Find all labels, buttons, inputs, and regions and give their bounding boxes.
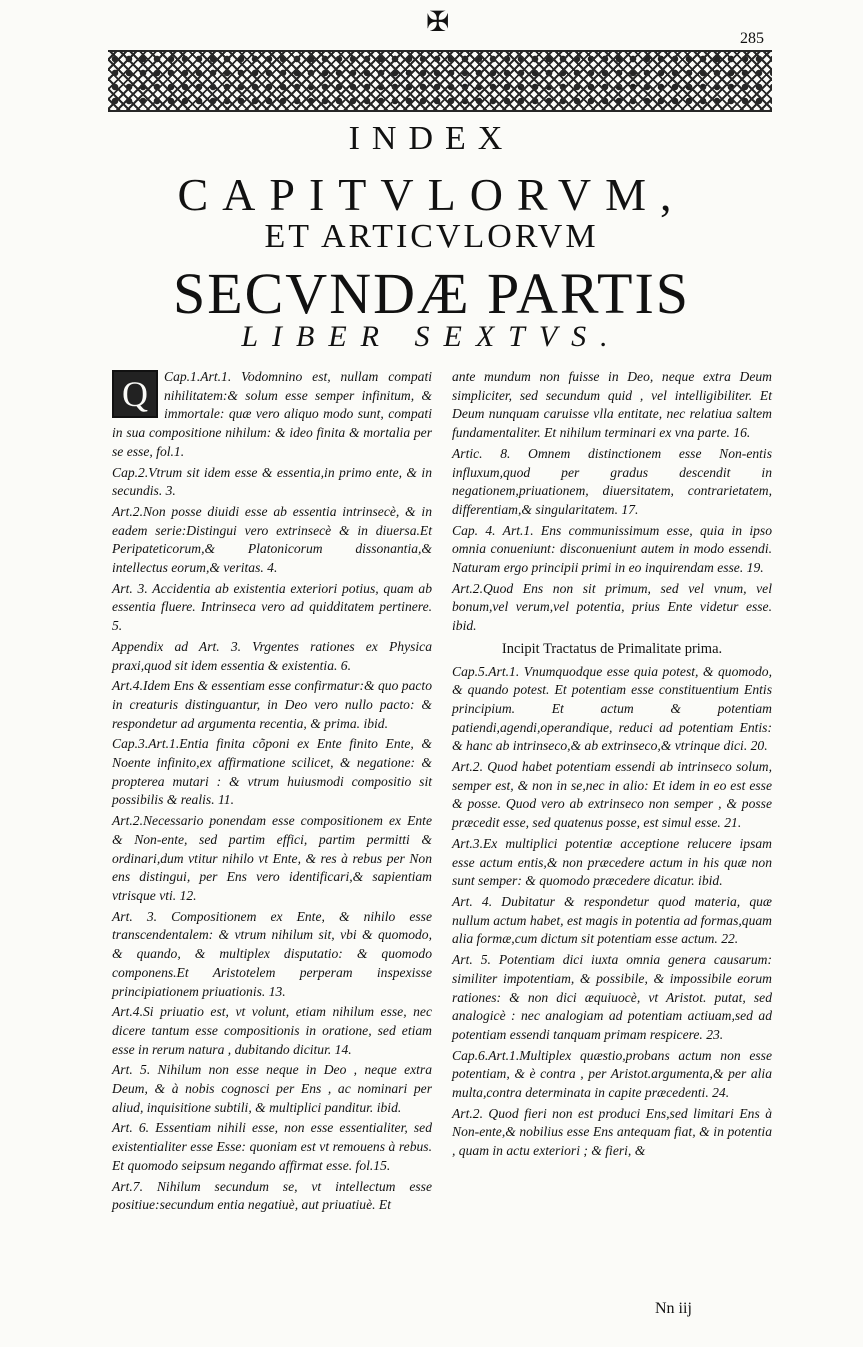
title-liber-sextus: LIBER SEXTVS. [241,320,622,353]
signature-mark: Nn iij [655,1300,692,1317]
title-secundae-partis: SECVNDÆ PARTIS [172,261,691,326]
index-entry: Cap. 4. Art.1. Ens communissimum esse, quia in ipso omnia conueniunt: disconueniunt autem in modo essendi. Naturam ergo principii primi in eo inquirendam esse. 19. [452,522,772,576]
index-entry: Art. 5. Nihilum non esse neque in Deo , neque extra Deum, & à nobis cognosci per Ens , ac nominari per aliud, inquisitione subtili, & multiplici panditur. ibid. [112,1062,432,1115]
index-entry: Art. 6. Essentiam nihili esse, non esse essentialiter, sed existentialiter esse Esse: quoniam est vt remouens à rebus. Et quomodo seipsum negando affirmat esse. fol.15. [112,1120,432,1173]
index-entry: Art.2. Quod habet potentiam essendi ab intrinseco solum, semper est, & non in se,nec in alio: Et idem in eo est esse & posse. Quod vero ab extrinseco non semper , & posse præcedit esse, sed quatenus posse, est simul esse. 21. [452,759,772,831]
index-entry: Cap.3.Art.1.Entia finita cõponi ex Ente finito Ente, & Noente infinito,ex affirmatione scilicet, & negatione: & propterea mutari : & vtrum huiusmodi compositio sit possibilis & realis. 11. [112,736,432,808]
title-capitulorum: CAPITVLORVM, [177,169,686,220]
title-index: INDEX [348,120,515,157]
section-heading: Incipit Tractatus de Primalitate prima. [501,640,723,657]
index-entry: Art.2.Quod Ens non sit primum, sed vel vnum, vel bonum,vel verum,vel potentia, prius Ente videtur esse. ibid. [452,580,772,634]
index-entry: Cap.6.Art.1.Multiplex quæstio,probans actum non esse potentiam, & è contra , per Aristot.argumenta,& per alia multa,contra determinata in capite præcedenti. 24. [452,1047,772,1101]
index-entry: Art.2. Quod fieri non est produci Ens,sed limitari Ens à Non-ente,& nobilius esse Ens antequam fiat, & in potentia , quam in actu exteriori ; & fieri, & [452,1105,772,1159]
index-entry: Cap.5.Art.1. Vnumquodque esse quia potest, & quomodo, & quando potest. Et potentiam esse constituentium Entis principium. Et actum & potentiam patiendi,agendi,operandique, reduci ad potentiam Entis: & hanc ab intrinseco,& ab extrinseco,& vtrinque dici. 20. [452,663,772,754]
cross-ornament: ✠ [426,7,450,38]
decorative-headpiece-band [108,50,772,112]
index-entry: Cap.2.Vtrum sit idem esse & essentia,in primo ente, & in secundis. 3. [112,464,432,499]
title-articulorum: ET ARTICVLORVM [264,218,599,255]
drop-cap: Q [112,370,158,418]
index-entry: Art.4.Si priuatio est, vt volunt, etiam nihilum esse, nec dicere tantum esse compositionis in oratione, sed etiam esse in rerum natura , dubitando dicitur. 14. [112,1004,432,1057]
index-entry: Art.3.Ex multiplici potentiæ acceptione relucere ipsam esse actum entis,& non præcedere actum in his quæ non sunt semper: & quomodo præcedere dicatur. ibid. [452,835,772,889]
index-entry: Art. 3. Accidentia ab existentia exteriori potius, quam ab essentia fluere. Intrinseca vero ad quidditatem pertinere. 5. [112,580,432,634]
right-column [452,368,772,1163]
index-entry: Art. 3. Compositionem ex Ente, & nihilo esse transcendentalem: & vtrum nihilum sit, vbi & quomodo, & quando, & multiplex disputatio: & quomodo componens.Et Aristotelem perperam inspexisse principiationem priuationis. 13. [112,908,432,999]
index-entry: Art. 4. Dubitatur & respondetur quod materia, quæ nullum actum habet, est magis in potentia ad formas,quam alia formæ,cum dictum sit potentiam esse actum. 22. [452,893,772,947]
index-entry: Cap.1.Art.1. Vodomnino est, nullam compati nihilitatem:& solum esse semper infinitum, & immortale: quæ vero aliquo modo sunt, compati in sua compositione nihilum: & ideo finita & mortalia per se esse, fol.1. [112,369,432,459]
left-column [112,368,432,1217]
index-entry: Art. 5. Potentiam dici iuxta omnia genera causarum: similiter impotentiam, & possibile, & impossibile eorum rationes: & non dici æquiuocè, vt Aristot. putat, sed analogicè : nec analogiam ad potentiam actiuam,sed ad potentiam essendi tanquam primam respicere. 23. [452,952,772,1042]
index-entry: Artic. 8. Omnem distinctionem esse Non-entis influxum,quod per gradus descendit in negationem,priuationem, diuersitatem, contrarietatem, differentiam,& singularitatem. 17. [452,445,772,517]
index-entry: Appendix ad Art. 3. Vrgentes rationes ex Physica praxi,quod sit idem essentia & existentia. 6. [112,638,432,673]
page-number: 285 [740,30,764,47]
index-entry: Art.2.Non posse diuidi esse ab essentia intrinsecè, & in eadem serie:Distingui vero extrinsecè & in diuersa.Et Peripateticorum,& Platonicorum dissonantia,& intellectus eorum,& veritas. 4. [112,503,432,576]
index-entry: ante mundum non fuisse in Deo, neque extra Deum simpliciter, sed secundum quid , vel intelligibiliter. Et Deum nunquam caruisse vlla entitate, nec relatiua saltem fundamentaliter. Et nihilum terminari ex vna parte. 16. [452,369,772,441]
index-entry: Art.7. Nihilum secundum se, vt intellectum esse positiue:secundum entia negatiuè, aut priuatiuè. Et [112,1178,432,1213]
index-entry: Art.2.Necessario ponendam esse compositionem ex Ente & Non-ente, sed partim effici, partim permitti & ordinari,dum vtitur nihilo vt Ente, & res à rebus per Non ens distingui, per Ens vero identificari,& sapientiam vtrisque vti. 12. [112,813,432,903]
index-entry: Art.4.Idem Ens & essentiam esse confirmatur:& quo pacto in creaturis distinguantur, in Deo vero nullo pacto: & respondetur ad argumenta recentia, & prima. ibid. [112,678,432,731]
